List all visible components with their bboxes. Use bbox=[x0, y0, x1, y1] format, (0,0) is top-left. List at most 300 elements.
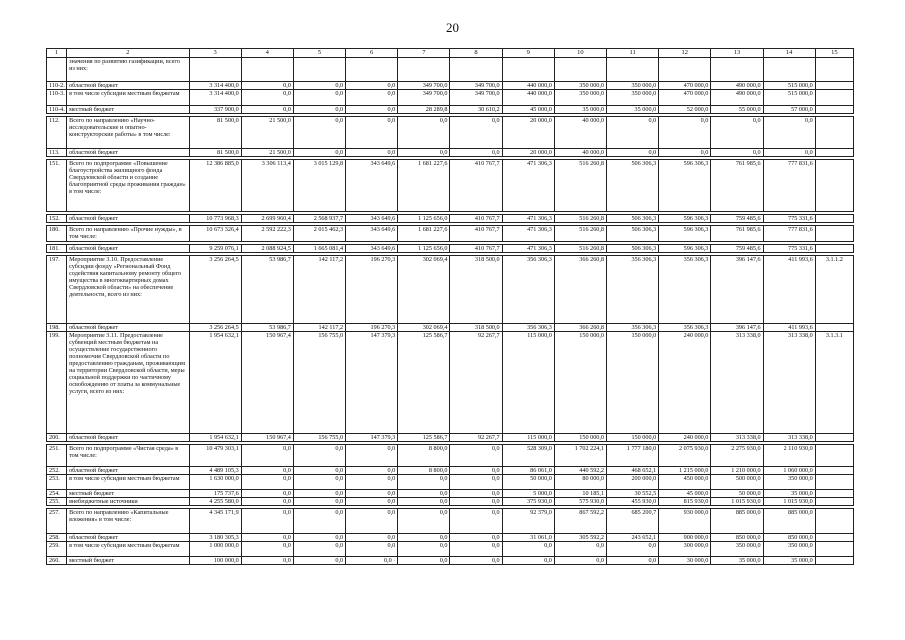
value-cell: 775 331,6 bbox=[763, 245, 815, 253]
value-cell: 0,0 bbox=[502, 542, 554, 557]
column-header: 6 bbox=[346, 49, 398, 58]
value-cell bbox=[659, 58, 711, 82]
value-cell bbox=[346, 58, 398, 82]
value-cell bbox=[189, 58, 241, 82]
target-ref bbox=[815, 149, 853, 157]
value-cell: 440 000,0 bbox=[502, 82, 554, 90]
value-cell: 147 379,3 bbox=[346, 332, 398, 434]
value-cell: 150 967,4 bbox=[241, 434, 293, 442]
row-code: 255. bbox=[47, 498, 67, 506]
value-cell: 200 000,0 bbox=[607, 475, 659, 490]
value-cell: 356 306,3 bbox=[502, 324, 554, 332]
value-cell: 0,0 bbox=[346, 82, 398, 90]
value-cell: 243 652,1 bbox=[607, 534, 659, 542]
target-ref bbox=[815, 245, 853, 253]
value-cell: 1 702 224,1 bbox=[554, 445, 606, 467]
target-ref: 3.1.3.1 bbox=[815, 332, 853, 434]
column-header: 8 bbox=[450, 49, 502, 58]
value-cell: 3 306 113,4 bbox=[241, 160, 293, 212]
value-cell: 150 000,0 bbox=[554, 332, 606, 434]
value-cell: 0,0 bbox=[346, 90, 398, 106]
value-cell: 2 015 462,3 bbox=[293, 226, 345, 242]
value-cell: 1 000 000,0 bbox=[189, 542, 241, 557]
value-cell: 0,0 bbox=[398, 534, 450, 542]
row-code: 197. bbox=[47, 256, 67, 324]
value-cell: 2 110 930,0 bbox=[763, 445, 815, 467]
value-cell: 775 331,6 bbox=[763, 215, 815, 223]
value-cell: 0,0 bbox=[293, 542, 345, 557]
table-row bbox=[47, 58, 854, 82]
value-cell: 196 270,3 bbox=[346, 324, 398, 332]
value-cell: 52 000,0 bbox=[659, 106, 711, 114]
value-cell: 313 338,0 bbox=[711, 434, 763, 442]
value-cell: 350 000,0 bbox=[711, 542, 763, 557]
value-cell: 350 000,0 bbox=[554, 90, 606, 106]
value-cell: 471 306,3 bbox=[502, 226, 554, 242]
value-cell: 35 000,0 bbox=[763, 557, 815, 565]
value-cell: 40 000,0 bbox=[554, 149, 606, 157]
value-cell: 0,0 bbox=[293, 490, 345, 498]
value-cell: 30 552,5 bbox=[607, 490, 659, 498]
value-cell: 5 000,0 bbox=[502, 490, 554, 498]
target-ref bbox=[815, 498, 853, 506]
value-cell bbox=[450, 58, 502, 82]
value-cell: 0,0 bbox=[241, 490, 293, 498]
value-cell: 596 306,3 bbox=[659, 215, 711, 223]
value-cell: 100 000,0 bbox=[189, 557, 241, 565]
row-code: 151. bbox=[47, 160, 67, 212]
table-row bbox=[47, 534, 854, 542]
value-cell: 350 000,0 bbox=[607, 90, 659, 106]
value-cell: 3 256 264,5 bbox=[189, 256, 241, 324]
value-cell: 850 000,0 bbox=[711, 534, 763, 542]
row-code: 257. bbox=[47, 509, 67, 534]
value-cell: 506 306,3 bbox=[607, 215, 659, 223]
row-name: Всего по направлению «Прочие нужды», в том числе: bbox=[67, 226, 189, 242]
value-cell: 0,0 bbox=[293, 445, 345, 467]
value-cell: 471 306,3 bbox=[502, 215, 554, 223]
value-cell: 0,0 bbox=[346, 542, 398, 557]
value-cell: 53 986,7 bbox=[241, 324, 293, 332]
value-cell: 506 306,3 bbox=[607, 226, 659, 242]
value-cell: 1 015 930,0 bbox=[711, 498, 763, 506]
row-code: 198. bbox=[47, 324, 67, 332]
target-ref bbox=[815, 226, 853, 242]
value-cell: 53 986,7 bbox=[241, 256, 293, 324]
value-cell: 0,0 bbox=[398, 542, 450, 557]
value-cell bbox=[763, 58, 815, 82]
table-row bbox=[47, 445, 854, 467]
value-cell: 92 267,7 bbox=[450, 332, 502, 434]
value-cell: 450 000,0 bbox=[659, 475, 711, 490]
value-cell: 0,0 bbox=[711, 149, 763, 157]
value-cell: 1 954 632,1 bbox=[189, 434, 241, 442]
value-cell: 596 306,3 bbox=[659, 226, 711, 242]
table-row bbox=[47, 467, 854, 475]
value-cell: 81 500,0 bbox=[189, 117, 241, 149]
row-code: 152. bbox=[47, 215, 67, 223]
value-cell: 1 125 656,0 bbox=[398, 245, 450, 253]
row-code: 252. bbox=[47, 467, 67, 475]
value-cell: 396 147,6 bbox=[711, 324, 763, 332]
column-header: 7 bbox=[398, 49, 450, 58]
value-cell: 0,0 bbox=[346, 149, 398, 157]
value-cell: 1 777 180,0 bbox=[607, 445, 659, 467]
value-cell: 0,0 bbox=[398, 557, 450, 565]
value-cell: 0,0 · bbox=[346, 557, 398, 565]
value-cell: 1 215 000,0 bbox=[659, 467, 711, 475]
row-name: областной бюджет bbox=[67, 245, 189, 253]
target-ref bbox=[815, 90, 853, 106]
value-cell: 300 000,0 bbox=[659, 542, 711, 557]
value-cell: 506 306,3 bbox=[607, 245, 659, 253]
table-row bbox=[47, 498, 854, 506]
row-code: 112. bbox=[47, 117, 67, 149]
value-cell: 30 610,2 bbox=[450, 106, 502, 114]
value-cell: 0,0 bbox=[450, 490, 502, 498]
row-code: 180. bbox=[47, 226, 67, 242]
row-code: 110-3. bbox=[47, 90, 67, 106]
value-cell: 410 767,7 bbox=[450, 226, 502, 242]
row-name: Мероприятие 3.11. Предоставление субвенций местным бюджетам на осуществление государственного полномочия Свердловской области по предоставлению гражданам, проживающим на территории Свердловской области, меры социальной поддержки по частичному освобождению от платы за коммунальные услуги, всего из них: bbox=[67, 332, 189, 434]
value-cell: 0,0 bbox=[450, 498, 502, 506]
value-cell: 0,0 bbox=[346, 117, 398, 149]
value-cell: 21 500,0 bbox=[241, 149, 293, 157]
row-name: местный бюджет bbox=[67, 106, 189, 114]
value-cell: 440 000,0 bbox=[502, 90, 554, 106]
value-cell: 20 000,0 bbox=[502, 149, 554, 157]
table-row bbox=[47, 106, 854, 114]
value-cell: 302 069,4 bbox=[398, 256, 450, 324]
value-cell: 1 015 930,0 bbox=[763, 498, 815, 506]
value-cell: 411 993,6 bbox=[763, 256, 815, 324]
row-name: областной бюджет bbox=[67, 149, 189, 157]
column-header: 3 bbox=[189, 49, 241, 58]
value-cell: 528 309,0 bbox=[502, 445, 554, 467]
value-cell: 506 306,3 bbox=[607, 160, 659, 212]
column-header: 9 bbox=[502, 49, 554, 58]
value-cell: 0,0 bbox=[293, 509, 345, 534]
target-ref bbox=[815, 106, 853, 114]
value-cell: 0,0 bbox=[346, 467, 398, 475]
value-cell: 777 831,6 bbox=[763, 160, 815, 212]
value-cell: 142 117,2 bbox=[293, 256, 345, 324]
value-cell: 350 000,0 bbox=[607, 82, 659, 90]
value-cell: 930 000,0 bbox=[659, 509, 711, 534]
value-cell: 0,0 bbox=[450, 509, 502, 534]
value-cell: 575 930,0 bbox=[554, 498, 606, 506]
value-cell bbox=[241, 58, 293, 82]
value-cell: 2 592 222,3 bbox=[241, 226, 293, 242]
value-cell: 366 260,8 bbox=[554, 324, 606, 332]
value-cell: 80 000,0 bbox=[554, 475, 606, 490]
value-cell: 343 649,6 bbox=[346, 245, 398, 253]
value-cell: 35 000,0 bbox=[763, 490, 815, 498]
table-row bbox=[47, 475, 854, 490]
table-row bbox=[47, 542, 854, 557]
value-cell: 516 260,8 bbox=[554, 226, 606, 242]
value-cell: 125 586,7 bbox=[398, 434, 450, 442]
value-cell: 470 000,0 bbox=[659, 82, 711, 90]
budget-table-container bbox=[46, 48, 854, 565]
value-cell: 318 500,0 bbox=[450, 256, 502, 324]
value-cell bbox=[607, 58, 659, 82]
table-row bbox=[47, 82, 854, 90]
value-cell: 92 267,7 bbox=[450, 434, 502, 442]
value-cell: 596 306,3 bbox=[659, 160, 711, 212]
value-cell: 515 000,0 bbox=[763, 90, 815, 106]
table-row bbox=[47, 490, 854, 498]
value-cell: 0,0 bbox=[241, 467, 293, 475]
value-cell: 349 700,0 bbox=[398, 90, 450, 106]
value-cell: 0,0 bbox=[607, 557, 659, 565]
value-cell: 8 800,0 bbox=[398, 467, 450, 475]
value-cell bbox=[502, 58, 554, 82]
value-cell: 147 379,3 bbox=[346, 434, 398, 442]
value-cell: 777 831,6 bbox=[763, 226, 815, 242]
value-cell: 115 000,0 bbox=[502, 434, 554, 442]
value-cell: 0,0 bbox=[293, 90, 345, 106]
row-name: Всего по направлению «Капитальные вложения» в том числе: bbox=[67, 509, 189, 534]
value-cell: 0,0 bbox=[554, 557, 606, 565]
value-cell: 0,0 bbox=[763, 117, 815, 149]
value-cell: 31 061,0 bbox=[502, 534, 554, 542]
value-cell: 375 930,0 bbox=[502, 498, 554, 506]
row-code: 260. bbox=[47, 557, 67, 565]
row-name: Всего по подпрограмме «Повышение благоустройства жилищного фонда Свердловской области и создание благоприятной среды проживания граждан» в том числе: bbox=[67, 160, 189, 212]
value-cell: 471 306,3 bbox=[502, 160, 554, 212]
row-code bbox=[47, 58, 67, 82]
value-cell: 900 000,0 bbox=[659, 534, 711, 542]
table-row bbox=[47, 256, 854, 324]
value-cell: 81 500,0 bbox=[189, 149, 241, 157]
value-cell: 350 000,0 bbox=[763, 475, 815, 490]
value-cell: 1 954 632,1 bbox=[189, 332, 241, 434]
row-name: Всего по подпрограмме «Чистая среда» в том числе: bbox=[67, 445, 189, 467]
row-name: местный бюджет bbox=[67, 557, 189, 565]
table-row bbox=[47, 160, 854, 212]
value-cell: 10 185,1 bbox=[554, 490, 606, 498]
value-cell: 10 479 303,1 bbox=[189, 445, 241, 467]
value-cell: 356 306,3 bbox=[659, 324, 711, 332]
value-cell: 0,0 bbox=[241, 498, 293, 506]
value-cell: 349 700,0 bbox=[398, 82, 450, 90]
value-cell: 0,0 bbox=[398, 490, 450, 498]
value-cell: 396 147,6 bbox=[711, 256, 763, 324]
value-cell: 0,0 bbox=[398, 498, 450, 506]
row-name: областной бюджет bbox=[67, 534, 189, 542]
row-name: в том числе субсидии местным бюджетам bbox=[67, 475, 189, 490]
value-cell: 9 259 076,1 bbox=[189, 245, 241, 253]
value-cell: 305 592,2 bbox=[554, 534, 606, 542]
value-cell: 150 967,4 bbox=[241, 332, 293, 434]
value-cell: 0,0 bbox=[346, 490, 398, 498]
value-cell: 3 314 400,0 bbox=[189, 82, 241, 90]
target-ref bbox=[815, 557, 853, 565]
target-ref bbox=[815, 324, 853, 332]
value-cell: 410 767,7 bbox=[450, 215, 502, 223]
value-cell: 45 000,0 bbox=[659, 490, 711, 498]
value-cell: 86 061,0 bbox=[502, 467, 554, 475]
value-cell: 0,0 bbox=[346, 498, 398, 506]
row-name: в том числе субсидии местным бюджетам bbox=[67, 90, 189, 106]
row-name: областной бюджет bbox=[67, 467, 189, 475]
value-cell: 156 755,0 bbox=[293, 332, 345, 434]
value-cell bbox=[398, 58, 450, 82]
value-cell: 885 000,0 bbox=[711, 509, 763, 534]
value-cell: 0,0 bbox=[450, 467, 502, 475]
row-name: Всего по направлению «Научно-исследовательские и опытно-конструкторские работы» в том числе: bbox=[67, 117, 189, 149]
target-ref bbox=[815, 475, 853, 490]
value-cell: 0,0 bbox=[241, 82, 293, 90]
value-cell: 867 592,2 bbox=[554, 509, 606, 534]
table-row bbox=[47, 509, 854, 534]
value-cell: 4 255 580,0 bbox=[189, 498, 241, 506]
value-cell: 0,0 bbox=[398, 117, 450, 149]
value-cell: 516 260,8 bbox=[554, 160, 606, 212]
value-cell: 440 592,2 bbox=[554, 467, 606, 475]
value-cell: 337 900,0 bbox=[189, 106, 241, 114]
value-cell: 455 930,0 bbox=[607, 498, 659, 506]
value-cell: 1 060 000,0 bbox=[763, 467, 815, 475]
value-cell: 20 000,0 bbox=[502, 117, 554, 149]
row-code: 110-4. bbox=[47, 106, 67, 114]
value-cell: 0,0 bbox=[450, 149, 502, 157]
value-cell: 21 500,0 bbox=[241, 117, 293, 149]
table-row bbox=[47, 332, 854, 434]
value-cell: 761 985,6 bbox=[711, 226, 763, 242]
table-row bbox=[47, 215, 854, 223]
row-name: областной бюджет bbox=[67, 82, 189, 90]
value-cell: 0,0 bbox=[398, 149, 450, 157]
value-cell: 349 700,0 bbox=[450, 82, 502, 90]
value-cell: 0,0 bbox=[241, 534, 293, 542]
value-cell: 1 681 227,6 bbox=[398, 160, 450, 212]
value-cell: 2 075 930,0 bbox=[659, 445, 711, 467]
value-cell: 1 210 000,0 bbox=[711, 467, 763, 475]
row-name: областной бюджет bbox=[67, 434, 189, 442]
value-cell: 0,0 bbox=[241, 106, 293, 114]
value-cell: 12 386 885,0 bbox=[189, 160, 241, 212]
value-cell: 815 930,0 bbox=[659, 498, 711, 506]
header-row bbox=[47, 49, 854, 58]
value-cell: 356 306,3 bbox=[607, 256, 659, 324]
column-header: 13 bbox=[711, 49, 763, 58]
value-cell: 2 699 960,4 bbox=[241, 215, 293, 223]
value-cell: 0,0 bbox=[763, 149, 815, 157]
row-code: 200. bbox=[47, 434, 67, 442]
value-cell: 10 673 326,4 bbox=[189, 226, 241, 242]
value-cell: 28 289,8 bbox=[398, 106, 450, 114]
value-cell: 35 000,0 bbox=[711, 557, 763, 565]
value-cell: 0,0 bbox=[293, 467, 345, 475]
value-cell: 240 000,0 bbox=[659, 332, 711, 434]
value-cell: 350 000,0 bbox=[554, 82, 606, 90]
value-cell: 35 000,0 bbox=[554, 106, 606, 114]
target-ref bbox=[815, 445, 853, 467]
target-ref bbox=[815, 509, 853, 534]
value-cell: 313 338,0 bbox=[763, 332, 815, 434]
value-cell: 1 665 081,4 bbox=[293, 245, 345, 253]
table-body bbox=[47, 58, 854, 565]
value-cell: 0,0 bbox=[293, 475, 345, 490]
value-cell: 850 000,0 bbox=[763, 534, 815, 542]
value-cell: 0,0 bbox=[293, 149, 345, 157]
table-row bbox=[47, 434, 854, 442]
value-cell: 156 755,0 bbox=[293, 434, 345, 442]
value-cell: 0,0 bbox=[241, 475, 293, 490]
value-cell: 3 314 400,0 bbox=[189, 90, 241, 106]
table-row bbox=[47, 245, 854, 253]
value-cell: 150 000,0 bbox=[554, 434, 606, 442]
row-code: 110-2. bbox=[47, 82, 67, 90]
table-row bbox=[47, 149, 854, 157]
value-cell: 0,0 bbox=[607, 542, 659, 557]
target-ref bbox=[815, 434, 853, 442]
value-cell: 150 000,0 bbox=[607, 434, 659, 442]
value-cell: 596 306,3 bbox=[659, 245, 711, 253]
value-cell: 490 000,0 bbox=[711, 82, 763, 90]
table-row bbox=[47, 90, 854, 106]
table-row bbox=[47, 324, 854, 332]
value-cell: 0,0 bbox=[293, 534, 345, 542]
value-cell: 343 649,6 bbox=[346, 215, 398, 223]
value-cell: 0,0 bbox=[502, 557, 554, 565]
value-cell: 410 767,7 bbox=[450, 245, 502, 253]
value-cell: 50 000,0 bbox=[711, 490, 763, 498]
value-cell: 3 256 264,5 bbox=[189, 324, 241, 332]
row-name: областной бюджет bbox=[67, 324, 189, 332]
row-code: 253. bbox=[47, 475, 67, 490]
value-cell: 3 015 129,8 bbox=[293, 160, 345, 212]
value-cell bbox=[554, 58, 606, 82]
value-cell: 356 306,3 bbox=[607, 324, 659, 332]
target-ref bbox=[815, 215, 853, 223]
target-ref bbox=[815, 82, 853, 90]
column-header: 15 bbox=[815, 49, 853, 58]
value-cell: 196 270,3 bbox=[346, 256, 398, 324]
value-cell: 0,0 bbox=[398, 509, 450, 534]
value-cell: 0,0 bbox=[450, 557, 502, 565]
row-name: внебюджетные источники bbox=[67, 498, 189, 506]
value-cell: 0,0 bbox=[607, 117, 659, 149]
value-cell: 0,0 bbox=[450, 475, 502, 490]
value-cell: 468 652,1 bbox=[607, 467, 659, 475]
target-ref bbox=[815, 490, 853, 498]
value-cell: 0,0 bbox=[711, 117, 763, 149]
value-cell: 350 000,0 bbox=[763, 542, 815, 557]
value-cell: 0,0 bbox=[346, 445, 398, 467]
value-cell: 313 338,0 bbox=[763, 434, 815, 442]
target-ref bbox=[815, 117, 853, 149]
row-name: в том числе субсидии местным бюджетам bbox=[67, 542, 189, 557]
column-header: 10 bbox=[554, 49, 606, 58]
value-cell: 35 000,0 bbox=[607, 106, 659, 114]
value-cell: 1 125 656,0 bbox=[398, 215, 450, 223]
row-code: 199. bbox=[47, 332, 67, 434]
value-cell: 0,0 bbox=[293, 82, 345, 90]
value-cell: 0,0 bbox=[241, 445, 293, 467]
value-cell: 2 088 924,5 bbox=[241, 245, 293, 253]
value-cell: 759 485,6 bbox=[711, 245, 763, 253]
target-ref bbox=[815, 542, 853, 557]
value-cell: 0,0 bbox=[554, 542, 606, 557]
value-cell: 515 000,0 bbox=[763, 82, 815, 90]
value-cell: 349 700,0 bbox=[450, 90, 502, 106]
value-cell: 4 345 171,9 bbox=[189, 509, 241, 534]
value-cell: 0,0 bbox=[241, 90, 293, 106]
value-cell: 356 306,3 bbox=[502, 256, 554, 324]
